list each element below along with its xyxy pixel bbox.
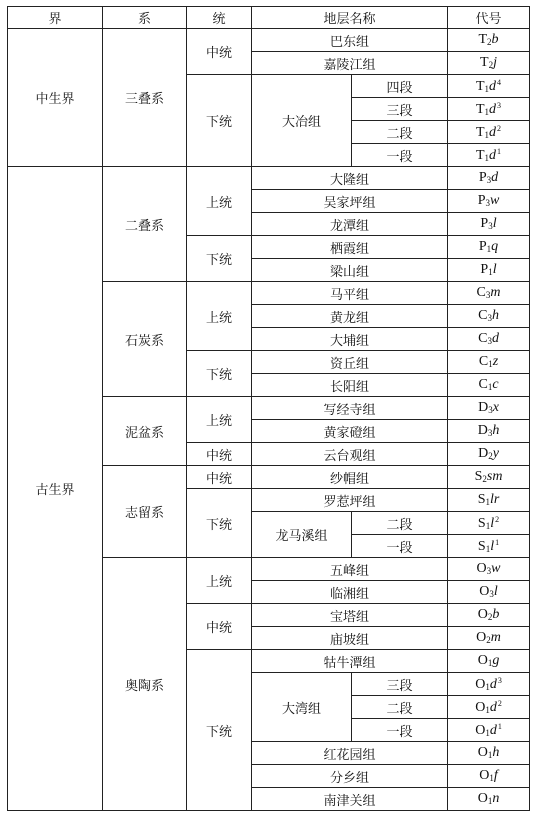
table-row xyxy=(8,29,530,52)
code-period: T xyxy=(475,78,485,94)
era-cell: 中生界 xyxy=(8,29,103,167)
formation-cell: 临湘组 xyxy=(252,581,448,604)
code-period: O xyxy=(475,699,486,715)
system-cell: 泥盆系 xyxy=(103,397,187,466)
code-cell xyxy=(448,742,530,765)
code-formation: f xyxy=(493,768,498,783)
code-cell xyxy=(448,305,530,328)
code-series-subscript: 1 xyxy=(484,152,490,163)
code-formation: d xyxy=(489,78,497,94)
code-period: D xyxy=(478,400,489,415)
code-cell xyxy=(448,719,530,742)
code-series-subscript: 3 xyxy=(488,405,493,415)
code-cell xyxy=(448,351,530,374)
code-period: O xyxy=(477,653,488,668)
code-series-subscript: 3 xyxy=(487,428,493,438)
code-cell xyxy=(448,466,530,489)
code-series-subscript: 3 xyxy=(488,221,493,231)
code-period: O xyxy=(475,676,486,692)
code-series-subscript: 1 xyxy=(488,267,493,277)
code-cell xyxy=(448,213,530,236)
formation-cell: 罗惹坪组 xyxy=(252,489,448,512)
code-period: T xyxy=(475,101,485,117)
code-period: T xyxy=(475,147,485,163)
code-series-subscript: 1 xyxy=(485,727,490,738)
code-cell xyxy=(448,788,530,811)
code-cell xyxy=(448,673,530,696)
formation-cell: 吴家坪组 xyxy=(252,190,448,213)
code-formation: m xyxy=(490,630,501,645)
code-period: P xyxy=(478,170,487,185)
code-period: T xyxy=(478,32,488,47)
code-cell xyxy=(448,167,530,190)
member-cell: 三段 xyxy=(352,98,448,121)
code-series-subscript: 1 xyxy=(489,773,494,783)
code-series-subscript: 1 xyxy=(484,106,490,117)
header-system: 系 xyxy=(103,7,187,29)
formation-cell: 五峰组 xyxy=(252,558,448,581)
code-period: S xyxy=(477,538,486,554)
code-member-superscript: 1 xyxy=(497,721,502,731)
code-period: C xyxy=(478,331,488,346)
code-member-superscript: 4 xyxy=(497,77,502,87)
formation-cell: 龙马溪组 xyxy=(252,512,352,558)
series-cell: 下统 xyxy=(187,650,252,811)
system-cell: 志留系 xyxy=(103,466,187,558)
formation-cell: 马平组 xyxy=(252,282,448,305)
series-cell: 中统 xyxy=(187,604,252,650)
code-period: O xyxy=(479,768,490,783)
formation-cell: 分乡组 xyxy=(252,765,448,788)
system-cell: 奥陶系 xyxy=(103,558,187,811)
formation-cell: 纱帽组 xyxy=(252,466,448,489)
formation-cell: 资丘组 xyxy=(252,351,448,374)
header-strata-name: 地层名称 xyxy=(252,7,448,29)
formation-cell: 梁山组 xyxy=(252,259,448,282)
series-cell: 下统 xyxy=(187,75,252,167)
code-cell xyxy=(448,535,530,558)
code-formation: lr xyxy=(489,492,500,507)
code-period: O xyxy=(476,630,487,645)
member-cell: 四段 xyxy=(352,75,448,98)
code-period: C xyxy=(476,285,486,300)
code-series-subscript: 3 xyxy=(486,175,492,185)
code-cell xyxy=(448,512,530,535)
code-member-superscript: 2 xyxy=(497,698,502,708)
code-series-subscript: 1 xyxy=(487,382,493,392)
formation-cell: 大隆组 xyxy=(252,167,448,190)
code-cell xyxy=(448,696,530,719)
formation-cell: 大湾组 xyxy=(252,673,352,742)
member-cell: 三段 xyxy=(352,673,448,696)
code-member-superscript: 1 xyxy=(495,537,500,547)
formation-cell: 大冶组 xyxy=(252,75,352,167)
code-formation: h xyxy=(492,745,500,760)
formation-cell: 嘉陵江组 xyxy=(252,52,448,75)
code-series-subscript: 3 xyxy=(485,198,490,208)
member-cell: 二段 xyxy=(352,696,448,719)
code-period: O xyxy=(476,561,487,576)
code-formation: l xyxy=(490,538,495,554)
code-cell xyxy=(448,29,530,52)
code-formation: n xyxy=(492,791,500,806)
code-cell xyxy=(448,489,530,512)
formation-cell: 长阳组 xyxy=(252,374,448,397)
formation-cell: 牯牛潭组 xyxy=(252,650,448,673)
code-series-subscript: 3 xyxy=(489,589,494,599)
code-period: C xyxy=(478,354,489,369)
code-cell xyxy=(448,259,530,282)
system-cell: 石炭系 xyxy=(103,282,187,397)
code-period: O xyxy=(477,607,488,622)
code-series-subscript: 1 xyxy=(485,681,490,692)
code-series-subscript: 1 xyxy=(487,658,493,668)
code-formation: b xyxy=(492,607,500,622)
series-cell: 中统 xyxy=(187,29,252,75)
code-series-subscript: 1 xyxy=(486,244,492,254)
code-cell xyxy=(448,443,530,466)
code-cell xyxy=(448,650,530,673)
series-cell: 中统 xyxy=(187,466,252,489)
code-cell xyxy=(448,420,530,443)
code-series-subscript: 2 xyxy=(488,60,494,70)
formation-cell: 巴东组 xyxy=(252,29,448,52)
code-period: D xyxy=(478,446,489,461)
code-period: S xyxy=(477,515,486,531)
header-series: 统 xyxy=(187,7,252,29)
member-cell: 二段 xyxy=(352,512,448,535)
system-cell: 三叠系 xyxy=(103,29,187,167)
series-cell: 下统 xyxy=(187,236,252,282)
header-era: 界 xyxy=(8,7,103,29)
code-series-subscript: 1 xyxy=(485,704,490,715)
code-period: C xyxy=(478,377,488,392)
code-formation: sm xyxy=(486,469,503,484)
series-cell: 下统 xyxy=(187,489,252,558)
code-period: P xyxy=(478,239,487,254)
series-cell: 上统 xyxy=(187,558,252,604)
member-cell: 一段 xyxy=(352,535,448,558)
code-formation: l xyxy=(493,584,498,599)
code-period: P xyxy=(480,262,489,277)
code-cell xyxy=(448,98,530,121)
code-formation: d xyxy=(491,331,499,346)
code-formation: c xyxy=(492,377,499,392)
code-formation: d xyxy=(489,722,497,738)
code-formation: q xyxy=(491,239,499,254)
code-formation: l xyxy=(490,515,495,531)
code-series-subscript: 1 xyxy=(485,543,491,554)
formation-cell: 红花园组 xyxy=(252,742,448,765)
code-series-subscript: 1 xyxy=(488,359,493,369)
code-series-subscript: 2 xyxy=(488,451,493,461)
code-series-subscript: 3 xyxy=(486,566,492,576)
code-formation: j xyxy=(493,55,497,70)
code-series-subscript: 2 xyxy=(487,612,493,622)
member-cell: 一段 xyxy=(352,719,448,742)
code-formation: h xyxy=(492,423,500,438)
table-row xyxy=(8,167,530,190)
code-cell xyxy=(448,144,530,167)
code-formation: d xyxy=(489,147,497,163)
formation-cell: 栖霞组 xyxy=(252,236,448,259)
code-period: O xyxy=(477,745,488,760)
code-cell xyxy=(448,190,530,213)
code-formation: d xyxy=(491,170,499,185)
code-formation: y xyxy=(492,446,499,461)
formation-cell: 大埔组 xyxy=(252,328,448,351)
code-series-subscript: 1 xyxy=(484,129,490,140)
code-formation: d xyxy=(489,101,497,117)
code-period: S xyxy=(477,492,486,507)
code-period: O xyxy=(475,722,486,738)
series-cell: 上统 xyxy=(187,167,252,236)
code-cell xyxy=(448,52,530,75)
formation-cell: 黄家磴组 xyxy=(252,420,448,443)
code-series-subscript: 1 xyxy=(485,520,491,531)
code-formation: h xyxy=(491,308,499,323)
code-cell xyxy=(448,121,530,144)
code-series-subscript: 3 xyxy=(487,336,492,346)
system-cell: 二叠系 xyxy=(103,167,187,282)
code-formation: w xyxy=(489,193,500,208)
code-member-superscript: 3 xyxy=(497,100,502,110)
stratigraphy-table xyxy=(7,6,530,811)
header-code: 代号 xyxy=(448,7,530,29)
code-formation: d xyxy=(489,124,497,140)
code-cell xyxy=(448,282,530,305)
code-cell xyxy=(448,558,530,581)
code-series-subscript: 1 xyxy=(485,497,490,507)
code-formation: w xyxy=(491,561,501,576)
code-formation: m xyxy=(490,285,501,300)
code-cell xyxy=(448,374,530,397)
code-series-subscript: 3 xyxy=(487,313,492,323)
code-series-subscript: 2 xyxy=(487,37,492,47)
code-cell xyxy=(448,236,530,259)
series-cell: 下统 xyxy=(187,351,252,397)
code-member-superscript: 1 xyxy=(497,146,502,156)
formation-cell: 庙坡组 xyxy=(252,627,448,650)
code-member-superscript: 2 xyxy=(495,514,500,524)
code-period: S xyxy=(474,469,483,484)
code-series-subscript: 2 xyxy=(486,635,491,645)
series-cell: 上统 xyxy=(187,282,252,351)
code-formation: z xyxy=(492,354,499,369)
formation-cell: 龙潭组 xyxy=(252,213,448,236)
code-cell xyxy=(448,581,530,604)
code-formation: g xyxy=(492,653,500,668)
code-series-subscript: 3 xyxy=(485,290,491,300)
formation-cell: 云台观组 xyxy=(252,443,448,466)
code-series-subscript: 1 xyxy=(487,796,493,806)
code-period: P xyxy=(480,216,489,231)
code-cell xyxy=(448,627,530,650)
code-series-subscript: 1 xyxy=(484,83,490,94)
code-cell xyxy=(448,604,530,627)
formation-cell: 写经寺组 xyxy=(252,397,448,420)
code-member-superscript: 2 xyxy=(497,123,502,133)
code-period: T xyxy=(475,124,485,140)
code-period: D xyxy=(477,423,488,438)
code-period: P xyxy=(477,193,486,208)
code-formation: x xyxy=(492,400,499,415)
code-period: T xyxy=(480,55,489,70)
formation-cell: 南津关组 xyxy=(252,788,448,811)
formation-cell: 黄龙组 xyxy=(252,305,448,328)
member-cell: 二段 xyxy=(352,121,448,144)
header-row xyxy=(8,7,530,29)
code-formation: l xyxy=(492,216,497,231)
code-formation: d xyxy=(489,699,497,715)
formation-cell: 宝塔组 xyxy=(252,604,448,627)
code-series-subscript: 2 xyxy=(482,474,487,484)
code-formation: d xyxy=(489,676,497,692)
code-series-subscript: 1 xyxy=(487,750,493,760)
series-cell: 上统 xyxy=(187,397,252,443)
series-cell: 中统 xyxy=(187,443,252,466)
code-cell xyxy=(448,765,530,788)
code-cell xyxy=(448,397,530,420)
code-period: O xyxy=(477,791,488,806)
era-cell: 古生界 xyxy=(8,167,103,811)
code-formation: l xyxy=(492,262,497,277)
code-member-superscript: 3 xyxy=(497,675,502,685)
code-period: C xyxy=(478,308,488,323)
code-cell xyxy=(448,328,530,351)
code-period: O xyxy=(479,584,490,599)
code-formation: b xyxy=(491,32,499,47)
member-cell: 一段 xyxy=(352,144,448,167)
code-cell xyxy=(448,75,530,98)
